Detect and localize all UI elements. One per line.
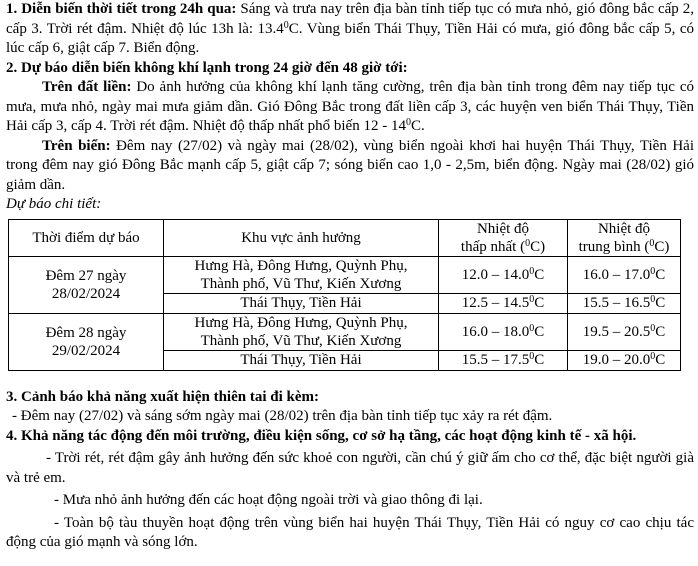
header-min-temp xyxy=(439,219,568,256)
avg-cell: 19.5 – 20.5$^0$C xyxy=(568,313,681,350)
section-4-bullet-1: - Trời rét, rét đậm gây ảnh hưởng đến sức khoẻ con người, cần chú ý giữ ấm cho cơ thể, đặc biệt người già và trẻ em. xyxy=(6,450,694,486)
section-1-text: Sáng và trưa nay trên địa bàn tỉnh tiếp tục có mưa nhỏ, gió đông bắc cấp 2, cấp 3. Trời rét đậm. Nhiệt độ lúc 13h là: 13.4$^0$C. Vùng biển Thái Thụy, Tiền Hải có mưa, gió đông bắc cấp 5, có lúc cấp 6, giật cấp 7. Biển động. xyxy=(6,1,694,56)
weather-bulletin xyxy=(6,0,694,553)
min-cell: 15.5 – 17.5$^0$C xyxy=(439,350,568,370)
avg-cell: 15.5 – 16.5$^0$C xyxy=(568,293,681,313)
header-time: Thời điểm dự báo xyxy=(9,219,164,256)
sea-text: Đêm nay (27/02) và ngày mai (28/02), vùng biển ngoài khơi hai huyện Thái Thụy, Tiền Hải trong đêm nay gió Đông Bắc mạnh cấp 5, giật cấp 7; sóng biển cao 1,0 - 2,5m, biển động. Ngày mai (28/02) gió giảm dần. xyxy=(6,137,694,193)
land-text: Do ảnh hưởng của không khí lạnh tăng cường, trên địa bàn tỉnh trong đêm nay tiếp tục có mưa, mưa nhỏ, ngày mai mưa giảm dần. Gió Đông Bắc trong đất liền cấp 3, các huyện ven biển Thái Thụy, Tiền Hải cấp 3, cấp 4. Trời rét đậm. Nhiệt độ thấp nhất phổ biến $12 - 14^0C$. xyxy=(6,79,694,134)
header-avg-line1: Nhiệt độ xyxy=(597,220,651,237)
min-cell: 16.0 – 18.0$^0$C xyxy=(439,313,568,350)
table-row xyxy=(9,256,681,293)
area-cell xyxy=(164,256,439,293)
section-2-land xyxy=(6,78,694,137)
avg-cell: 16.0 – 17.0$^0$C xyxy=(568,256,681,293)
sea-label: Trên biển: xyxy=(42,137,111,154)
header-avg-line2: trung bình ($^0$C) xyxy=(578,237,670,255)
section-3-heading: 3. Cảnh báo khả năng xuất hiện thiên tai đi kèm: xyxy=(6,388,319,405)
table-header-row xyxy=(9,219,681,256)
section-1-heading: 1. Diễn biến thời tiết trong 24h qua: xyxy=(6,1,237,17)
area-line1: Hưng Hà, Đông Hưng, Quỳnh Phụ, xyxy=(194,257,408,274)
time-2-line1: Đêm 28 ngày xyxy=(45,324,127,341)
section-4-bullet-3: - Toàn bộ tàu thuyền hoạt động trên vùng biển hai huyện Thái Thụy, Tiền Hải có nguy cơ cao chịu tác động của gió mạnh và sóng lớn. xyxy=(6,514,694,550)
section-2-heading: 2. Dự báo diễn biến không khí lạnh trong 24 giờ đến 48 giờ tới: xyxy=(6,59,408,76)
header-min-line1: Nhiệt độ xyxy=(476,220,530,237)
area-line2: Thành phố, Vũ Thư, Kiến Xương xyxy=(200,332,402,349)
time-cell-1 xyxy=(9,256,164,313)
area-line2: Thành phố, Vũ Thư, Kiến Xương xyxy=(200,275,402,292)
min-cell: 12.5 – 14.5$^0$C xyxy=(439,293,568,313)
time-1-line2: 28/02/2024 xyxy=(51,285,121,302)
section-4-heading: 4. Khả năng tác động đến môi trường, điều kiện sống, cơ sở hạ tầng, các hoạt động kinh tế - xã hội. xyxy=(6,427,637,444)
section-1 xyxy=(6,0,694,59)
land-label: Trên đất liền: xyxy=(42,79,132,95)
section-2-sea xyxy=(6,137,694,196)
time-1-line1: Đêm 27 ngày xyxy=(45,267,127,284)
section-3-bullet: - Đêm nay (27/02) và sáng sớm ngày mai (28/02) trên địa bàn tỉnh tiếp tục xảy ra rét đậm. xyxy=(12,408,553,424)
area-cell: Thái Thụy, Tiền Hải xyxy=(164,293,439,313)
time-2-line2: 29/02/2024 xyxy=(51,342,121,359)
section-4-bullet-2: - Mưa nhỏ ảnh hưởng đến các hoạt động ngoài trời và giao thông đi lại. xyxy=(54,492,483,508)
header-area: Khu vực ảnh hưởng xyxy=(164,219,439,256)
area-line1: Hưng Hà, Đông Hưng, Quỳnh Phụ, xyxy=(194,314,408,331)
time-cell-2 xyxy=(9,313,164,370)
avg-cell: 19.0 – 20.0$^0$C xyxy=(568,350,681,370)
table-row xyxy=(9,313,681,350)
header-avg-temp xyxy=(568,219,681,256)
min-cell: 12.0 – 14.0$^0$C xyxy=(439,256,568,293)
area-cell: Thái Thụy, Tiền Hải xyxy=(164,350,439,370)
forecast-table xyxy=(8,219,681,371)
detail-label: Dự báo chi tiết: xyxy=(6,196,102,212)
area-cell xyxy=(164,313,439,350)
header-min-line2: thấp nhất ($^0$C) xyxy=(460,237,546,255)
